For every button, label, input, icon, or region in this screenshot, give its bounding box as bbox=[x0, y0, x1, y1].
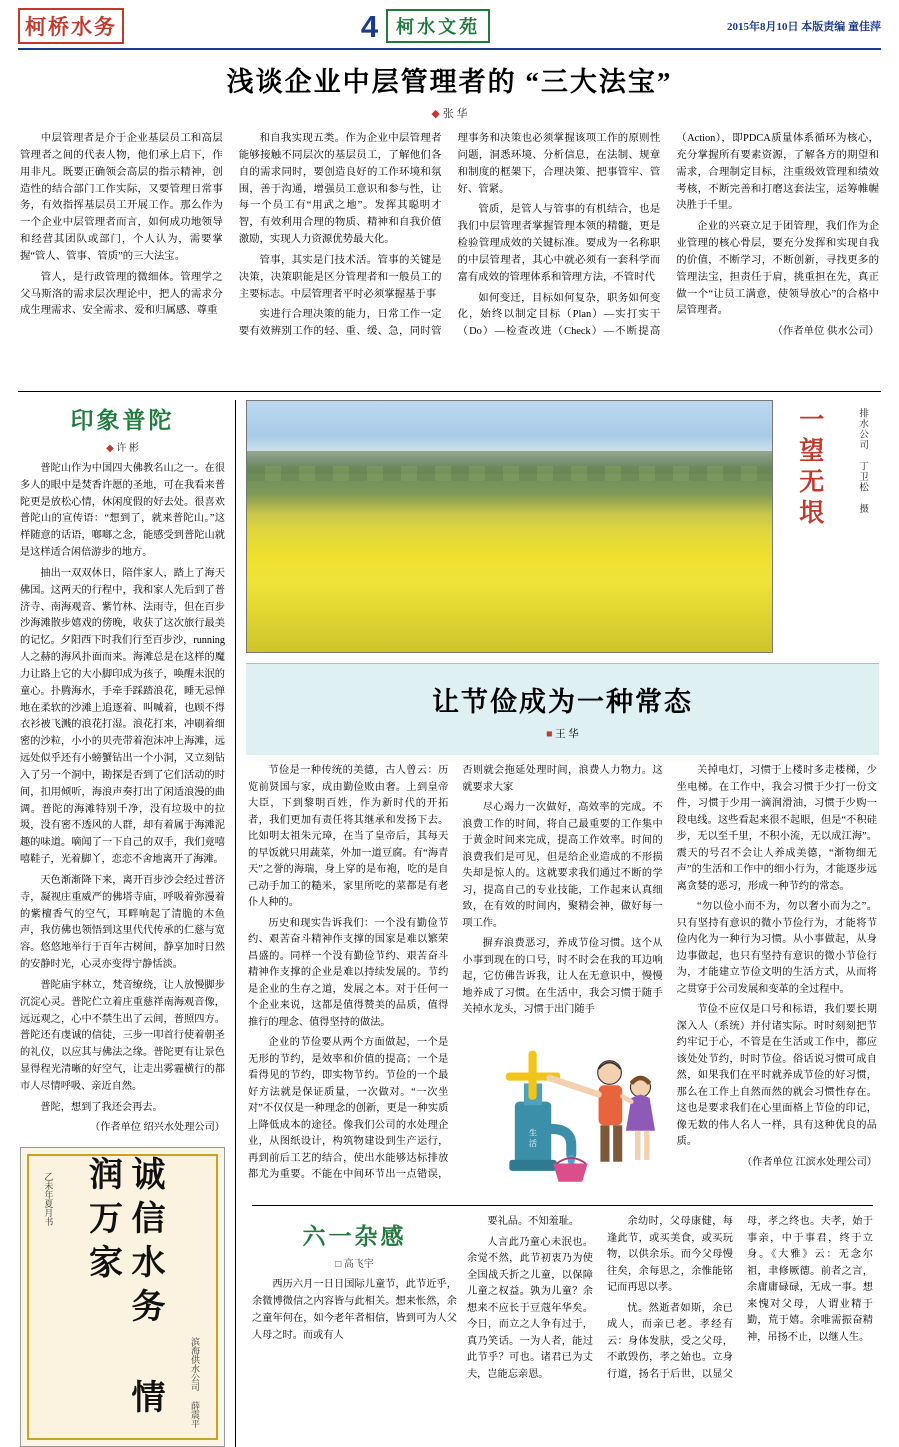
paragraph: 历史和现实告诉我们：一个没有勤俭节约、艰苦奋斗精神作支撑的国家是难以繁荣昌盛的。同样一个没有勤俭节约、艰苦奋斗精神作支撑的企业是难以持续发展的。节约是企业的生存之道，发展之本。对于任何一个企业来说，这都是值得赞美的品质，值得推行的理念、值得坚持的做法。 bbox=[248, 917, 449, 1028]
paragraph: 管事，其实是门技术活。管事的关键是决策，决策职能是区分管理者和一般员工的主要标志。中层管理者平时必须掌握基于事 bbox=[238, 254, 442, 300]
liuyi-title: 六一杂感 bbox=[302, 1224, 407, 1250]
thrift-body bbox=[246, 755, 879, 1199]
photo-block bbox=[246, 400, 879, 653]
svg-text:活: 活 bbox=[529, 1138, 538, 1148]
paragraph: 普陀庙宇林立，梵音缭绕，让人放慢脚步沉淀心灵。普陀伫立着庄重慈祥南海观音像，远远观之，心中不禁生出了云间，普照四方。普陀还有虔诚的信徒，三步一叩首行使着朝圣的礼仪，以应其与佛法之缘。普陀更有让景色显得程光清晰的好空气，让走出雾霾横行的都市人尽情呼吸、亲近自然。 bbox=[20, 979, 225, 1092]
impression-title: 印象普陀 bbox=[70, 408, 175, 433]
paragraph: 抽出一双双休日，陪伴家人，踏上了海天佛国。这两天的行程中，我和家人先后到了普济寺、南海观音、紫竹林、法雨寺，但在百步沙海滩散步嬉戏的傍晚，收获了这次旅行最美的记忆。夕阳西下时我们行至百步沙，running 人之赫的海风扑面而来。海滩总是在这样的魔力让路上它的大小脚印成为孩子，唤醒未泯的童心。扑腾海水，手牵手踩踏浪花，睡无忌惮地在柔软的沙滩上追逐着、叫喊着，也顾不得衣衫被飞溅的浪花打湿。浪花打来，冲刷着细密的沙粒，小小的贝壳带着泡沫冲上海滩，远远处似乎还有小螃蟹钻出一个小洞，又立刻钻入了另一个洞中，勘探是否到了它们活动的时间，扣用倾听，海浪声奏打出了闲适浪漫的曲调。普陀的海滩特别千净，没有垃圾中的拉圾，没有密不透风的人群，却有着属于海滩泥趣的味道。嘀闻了一下自己的双手，我们竟嘻嘻鞋子，光着脚丫，恋恋不舍地离开了海滩。 bbox=[20, 567, 225, 866]
lead-byline bbox=[20, 105, 879, 121]
landscape-photo bbox=[246, 400, 773, 653]
impression-body bbox=[20, 461, 225, 1137]
calligraphy-text: 诚信水务 情润万家 bbox=[83, 1156, 163, 1424]
thrift-author: 王 华 bbox=[555, 729, 579, 740]
paragraph: 中层管理者是介于企业基层员工和高层管理者之间的代表人物，他们承上启下，作用非凡。既要正确领会高层的指示精神，创造性的结合部门工作实际，又要管理日常事务，有效指挥基层员工开展工作。那么作为一个企业中层管理者而言，如何成功地领导和经营其团队或部门，个人认为，需要掌握“管人、管事、管质”的三大法宝。 bbox=[20, 133, 223, 262]
calligraphy-right-inscription: 滨海供水公司 薛震平 bbox=[190, 1337, 200, 1429]
thrift-headline-band bbox=[246, 663, 879, 755]
paragraph: 实进行合理决策的能力，日常工作一定要有效辨别工作的轻、重、缓、急，同时管理事务和决策也必须掌握该项工作的原则性问题，洞悉环境、分析信息，在法制、规章和制度的框架下，合理决策、把事管牢、管好、管紧。 bbox=[238, 133, 661, 338]
photo-image bbox=[247, 401, 772, 652]
lead-body bbox=[20, 131, 879, 381]
paragraph: 余幼时，父母康健，每逢此节，或买美食，或买玩物，以供余乐。而今父母慢往矣，余每思之，余惟能铭记而再思以孝。 bbox=[607, 1216, 733, 1294]
paragraph: 普陀，想到了我还会再去。 bbox=[40, 1101, 163, 1113]
paragraph: 要礼品。不知羞耻。 bbox=[487, 1216, 580, 1228]
paragraph: 如何变迁，目标如何复杂，职务如何变化，始终以制定目标（Plan）—实打实干（Do）—检查改进（Check）—不断提高（Action），即PDCA质量体系循环为核心，充分掌握所有要素资源，了解各方的期望和需求，合理制定目标，注重级效管理和绩效考核，不断完善和打磨这套法宝，运筹帷幄 决胜于千里。 bbox=[457, 133, 879, 338]
paragraph: 普陀山作为中国四大佛教名山之一。在很多人的眼中是焚香许愿的圣地，可在我看来普陀更是放松心情，休闲度假的好去处。很喜欢普陀山的宣传语：“想到了，就来普陀山。”这样随意的话语，啷啷之念，能感受到普陀山就是这样适合闲倍游步的地方。 bbox=[20, 463, 225, 559]
paragraph: 忧。然逝者如斯，余已成人，而亲已老。孝经有云：身体发肤，受之父母，不敢毁伤，孝之始也。立身行道，扬名于后世，以显父母，孝之终也。夫孝，始于事亲，中于事君，终于立身。《大雅》云：无念尔祖，聿修厥德。前者之言，余庸庸碌碌，无成一事。想来愧对父母，人谓业精于勤，荒于嬉。余唯需振奋精神，吊扬不止，以继人生。 bbox=[607, 1216, 873, 1380]
masthead-rule bbox=[18, 48, 881, 50]
liuyi-article bbox=[246, 1206, 879, 1383]
paragraph: 天色渐渐降下来，离开百步沙会经过普济寺，凝视庄重威严的佛塔寺庙，呼吸着弥漫着的紫檀香气的空气，耳畔响起了清脆的木鱼声，我仿佛也领悟到这里代代传承的仁慈与宽容。悠悠地举行于百年古树间，静享加时日然的安静时光，心灵亦变得宁静恬淡。 bbox=[20, 874, 225, 971]
paragraph: 摒弃浪费恶习，养成节俭习惯。这个从小事到现在的口号，时不时会在我的耳边响起，它仿佛告诉我，让人在无意识中，慢慢地养成了习惯。在生活中，我会习惯于随手关掉水龙头，习惯于出门随手 bbox=[462, 938, 663, 1016]
cartoon-svg bbox=[462, 1023, 662, 1193]
masthead bbox=[14, 0, 885, 48]
impression-signature: （作者单位 绍兴水处理公司） bbox=[90, 1122, 225, 1134]
calligraphy-frame bbox=[27, 1154, 218, 1440]
right-column bbox=[235, 400, 879, 1447]
thrift-headline: 让节俭成为一种常态 bbox=[432, 687, 693, 717]
paragraph: “勿以俭小而不为，勿以奢小而为之”。只有坚持有意识的微小节俭行为，才能将节俭内化为一种行为习惯。从小事做起，从身边事做起，也只有坚持有意识的微小节俭行为，才能建立节俭文明的生活方式，从而将之贯穿于公司发展和变革的全过程中。 bbox=[676, 901, 877, 995]
calligraphy-left-inscription: 乙未年夏月书 bbox=[43, 1172, 54, 1227]
calligraphy-scroll bbox=[20, 1147, 225, 1447]
impression-byline bbox=[20, 439, 225, 454]
cartoon-illustration bbox=[462, 1023, 662, 1193]
photo-credit-box bbox=[845, 400, 879, 653]
section-title: 柯水文苑 bbox=[386, 9, 490, 43]
thrift-signature: （作者单位 江滨水处理公司） bbox=[742, 1156, 877, 1168]
paragraph: 西历六月一日日国际儿童节，此节近乎，余微博微信之内容皆与此相关。想来怅然，余之童年何在，如今老年者相信，皆到可为人父人母之时。而或有人 bbox=[252, 1279, 457, 1341]
liuyi-body-col bbox=[467, 1214, 873, 1383]
thrift-byline bbox=[246, 726, 879, 741]
left-column bbox=[20, 400, 225, 1447]
paragraph: 关掉电灯，习惯于上楼时多走楼梯，少坐电梯。在工作中，我会习惯于少打一份文件，习惯于少用一滴润滑油，习惯于少购一段电线。这些看起来很不起眼，但是“不积硅步，无以至千里，不积小流，无以成江海”。震天的号召不会让人养成美德，“渐物细无声”的生活和工作中的细小行为，才能逐步远离贪婪的恶习，形成一种节约的常态。 bbox=[676, 765, 877, 892]
diamond-icon: ◆ bbox=[431, 108, 440, 120]
liuyi-author: 高飞宇 bbox=[343, 1259, 374, 1271]
photo-title-box bbox=[781, 400, 837, 653]
square-icon: ■ bbox=[546, 729, 553, 740]
paragraph: 和自我实现五类。作为企业中层管理者能够接触不同层次的基层员工，了解他们各自的需求同时，要创造良好的工作环境和氛围，善于沟通，增强员工意识和参与性，让每一个员工有“用武之地”。发挥其聪明才智，有效利用合理的物质、精神和自我价值激励，实现人力资源优势最大化。 bbox=[238, 133, 442, 246]
lead-author: 张 华 bbox=[442, 108, 468, 120]
liuyi-body bbox=[467, 1214, 873, 1383]
liuyi-body-left bbox=[252, 1277, 457, 1344]
paragraph: 节俭不应仅是口号和标语，我们要长期深入人（系统）并付诸实际。时时刻刻把节约牢记于心，不管是在生活或工作中，都应该处处节约，时时节俭。俗话说习惯可成自然，如果我们在平时就养成节俭的好习惯，那么在工作上自然而然的就会习惯性存在。这也是要求我们在心里面格上节俭的印记，像无数的伟人名人一样，具有这种优良的品质。 bbox=[676, 1004, 877, 1148]
impression-author: 许 彬 bbox=[116, 443, 139, 454]
square-icon: ◆ bbox=[106, 443, 114, 454]
paragraph: 企业的兴衰立足于团管理，我们作为企业管理的核心骨层，要充分发挥和实现自我的价值，不断学习，不断创新，寻找更多的管理法宝，担责任于肩，挑重担在先，真正做一个“让员工满意，使领导放心”的合格中层管理者。 bbox=[676, 221, 879, 317]
main-grid bbox=[14, 392, 885, 1447]
masthead-center bbox=[361, 9, 490, 43]
page-number: 4 bbox=[360, 8, 379, 44]
paragraph: 管人，是行政管理的微细体。管理学之父马斯洛的需求层次理论中，把人的需求分成生理需求、安全需求、爱和归属感、尊重 bbox=[20, 271, 223, 317]
paragraph: 企业的节俭要从两个方面做起，一个是无形的节约，是效率和价值的提高；一个是看得见的节约，即实物节约。节俭的一个最好方法就是保证质量，一次做对。“一次坐对”不仅仅是一种理念的创新，更是一种实质上降低成本的途径。像我们公司的水处理企业，从图纸设计，构筑物建设到生产运行，再到前后工艺的结合，使出水能够达标排放都尤为重要。不能在中间环节出一点错误，否则就会拖延处理时间，浪费人力物力。这就要求大家 bbox=[248, 765, 663, 1181]
paragraph: 管质，是管人与管事的有机结合，也是我们中层管理者掌握管理本领的精髓，更是检验管理成效的关键标准。要成为一名称职的中层管理者，其心中就必须有一套科学而富有成效的管理体系和管理方法，不管时代 bbox=[457, 204, 661, 283]
liuyi-title-col bbox=[252, 1214, 457, 1383]
lead-headline: 浅谈企业中层管理者的 “三大法宝” bbox=[226, 67, 673, 97]
photo-vertical-title: 一望无垠 bbox=[795, 406, 823, 530]
liuyi-byline: □ 高飞宇 bbox=[335, 1259, 374, 1271]
publication-logo: 柯桥水务 bbox=[18, 8, 124, 44]
paragraph: 人言此乃童心未泯也。余觉不然，此节初衷乃为使全国战夭折之儿童，以保障儿童之权益。孰为儿童？余想来不应长于豆蔻年华矣。今日，而立之人争有过于，真乃笑话。一为人者，能过此节乎？可也。诸君已为丈夫，岂能忘亲恩。 bbox=[467, 1236, 593, 1380]
lead-article bbox=[14, 60, 885, 381]
issue-date-editor: 2015年8月10日 本版责编 童佳萍 bbox=[727, 21, 881, 33]
lead-signature: （作者单位 供水公司） bbox=[772, 326, 879, 338]
photo-credit: 排水公司 丁卫松 摄 bbox=[857, 408, 868, 514]
paragraph: 尽心竭力一次做好，高效率的完成。不浪费工作的时间，将自己最重要的工作集中于黄金时间来完成，提高工作效率。时间的浪费我们是可见，但是给企业造成的不形损失却是惊人的。这就要求我们通过不断的学习，提高自己的专业技能，工作起来认真细致，在有效的时间内，聚精会神，做好每一项工作。 bbox=[462, 802, 663, 929]
svg-text:生: 生 bbox=[529, 1128, 538, 1138]
paragraph: 节俭是一种传统的美德，古人曾云：历览前贤国与家，成由勤俭败由奢。上到皇帝大臣，下到黎明百姓，作为新时代的开拓者，我们更加有责任将其继承和发扬下去。比如明太祖朱元璋，在当了皇帝后，其每天的早饭就只用蔬菜，外加一道豆腐。有“海青天”之誉的海瑞，身上穿的是布袍，吃的是自己动手加工的糙米，家里所吃的菜都是有老仆人种的。 bbox=[248, 765, 449, 909]
